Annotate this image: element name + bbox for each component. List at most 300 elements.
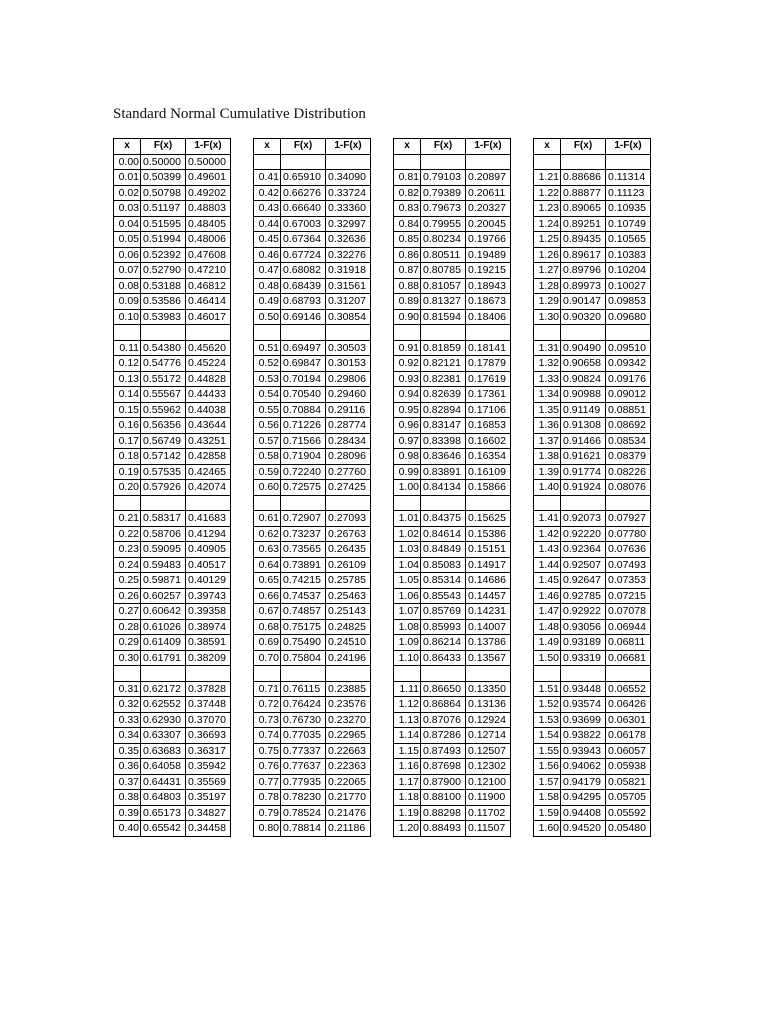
fx-cell: 0.88493 <box>421 821 466 837</box>
column-header-fx: F(x) <box>281 139 326 155</box>
one-minus-fx-cell: 0.11900 <box>466 790 511 806</box>
one-minus-fx-cell: 0.19766 <box>466 232 511 248</box>
fx-cell: 0.88100 <box>421 790 466 806</box>
fx-cell: 0.91924 <box>561 480 606 496</box>
column-gap <box>371 356 394 372</box>
fx-cell: 0.77337 <box>281 743 326 759</box>
column-gap <box>511 480 534 496</box>
one-minus-fx-cell: 0.07927 <box>606 511 651 527</box>
x-cell: 0.46 <box>254 247 281 263</box>
x-cell: 0.84 <box>394 216 421 232</box>
empty-cell <box>561 325 606 341</box>
one-minus-fx-cell: 0.10749 <box>606 216 651 232</box>
fx-cell: 0.73891 <box>281 557 326 573</box>
one-minus-fx-cell: 0.06552 <box>606 681 651 697</box>
x-cell: 1.45 <box>534 573 561 589</box>
fx-cell: 0.65910 <box>281 170 326 186</box>
column-gap <box>231 619 254 635</box>
fx-cell: 0.81859 <box>421 340 466 356</box>
column-gap <box>231 821 254 837</box>
fx-cell: 0.89435 <box>561 232 606 248</box>
one-minus-fx-cell: 0.09176 <box>606 371 651 387</box>
column-gap <box>511 232 534 248</box>
one-minus-fx-cell: 0.19215 <box>466 263 511 279</box>
column-gap <box>371 433 394 449</box>
one-minus-fx-cell: 0.10383 <box>606 247 651 263</box>
one-minus-fx-cell: 0.09680 <box>606 309 651 325</box>
one-minus-fx-cell: 0.37828 <box>186 681 231 697</box>
fx-cell: 0.94408 <box>561 805 606 821</box>
column-gap <box>231 433 254 449</box>
one-minus-fx-cell: 0.35197 <box>186 790 231 806</box>
fx-cell: 0.88877 <box>561 185 606 201</box>
x-cell: 1.17 <box>394 774 421 790</box>
column-gap <box>231 805 254 821</box>
table-row <box>114 511 651 527</box>
empty-cell <box>466 495 511 511</box>
x-cell: 0.57 <box>254 433 281 449</box>
x-cell: 1.21 <box>534 170 561 186</box>
one-minus-fx-cell: 0.31561 <box>326 278 371 294</box>
fx-cell: 0.94520 <box>561 821 606 837</box>
x-cell: 1.60 <box>534 821 561 837</box>
fx-cell: 0.53188 <box>141 278 186 294</box>
column-gap <box>511 728 534 744</box>
column-header-x: x <box>394 139 421 155</box>
column-header-1-fx: 1-F(x) <box>326 139 371 155</box>
one-minus-fx-cell: 0.14231 <box>466 604 511 620</box>
fx-cell: 0.78814 <box>281 821 326 837</box>
x-cell: 0.20 <box>114 480 141 496</box>
table-row <box>114 387 651 403</box>
fx-cell: 0.94295 <box>561 790 606 806</box>
column-header-x: x <box>534 139 561 155</box>
column-gap <box>511 433 534 449</box>
one-minus-fx-cell: 0.22363 <box>326 759 371 775</box>
one-minus-fx-cell: 0.06178 <box>606 728 651 744</box>
fx-cell: 0.54776 <box>141 356 186 372</box>
table-row <box>114 635 651 651</box>
column-gap <box>231 464 254 480</box>
x-cell: 1.42 <box>534 526 561 542</box>
column-gap <box>231 139 254 155</box>
column-gap <box>371 247 394 263</box>
table-row <box>114 356 651 372</box>
empty-cell <box>186 495 231 511</box>
fx-cell: 0.70194 <box>281 371 326 387</box>
column-gap <box>371 821 394 837</box>
x-cell: 1.23 <box>534 201 561 217</box>
fx-cell: 0.62172 <box>141 681 186 697</box>
empty-cell <box>326 495 371 511</box>
x-cell: 0.82 <box>394 185 421 201</box>
x-cell: 0.35 <box>114 743 141 759</box>
column-gap <box>231 232 254 248</box>
column-gap <box>231 216 254 232</box>
one-minus-fx-cell: 0.05938 <box>606 759 651 775</box>
x-cell: 0.77 <box>254 774 281 790</box>
x-cell: 0.99 <box>394 464 421 480</box>
fx-cell: 0.91621 <box>561 449 606 465</box>
x-cell: 0.01 <box>114 170 141 186</box>
x-cell: 0.76 <box>254 759 281 775</box>
one-minus-fx-cell: 0.43251 <box>186 433 231 449</box>
column-gap <box>371 542 394 558</box>
one-minus-fx-cell: 0.42074 <box>186 480 231 496</box>
x-cell: 0.58 <box>254 449 281 465</box>
column-gap <box>231 511 254 527</box>
fx-cell: 0.93448 <box>561 681 606 697</box>
fx-cell: 0.87286 <box>421 728 466 744</box>
one-minus-fx-cell: 0.14917 <box>466 557 511 573</box>
one-minus-fx-cell: 0.47608 <box>186 247 231 263</box>
one-minus-fx-cell: 0.15386 <box>466 526 511 542</box>
one-minus-fx-cell: 0.13136 <box>466 697 511 713</box>
x-cell: 0.92 <box>394 356 421 372</box>
fx-cell: 0.94062 <box>561 759 606 775</box>
empty-cell <box>421 325 466 341</box>
x-cell: 1.41 <box>534 511 561 527</box>
table-row <box>114 418 651 434</box>
one-minus-fx-cell: 0.48006 <box>186 232 231 248</box>
x-cell: 0.47 <box>254 263 281 279</box>
one-minus-fx-cell: 0.36317 <box>186 743 231 759</box>
one-minus-fx-cell: 0.44433 <box>186 387 231 403</box>
fx-cell: 0.67003 <box>281 216 326 232</box>
one-minus-fx-cell: 0.39743 <box>186 588 231 604</box>
fx-cell: 0.50798 <box>141 185 186 201</box>
x-cell: 0.22 <box>114 526 141 542</box>
empty-cell <box>606 154 651 170</box>
x-cell: 0.64 <box>254 557 281 573</box>
column-gap <box>231 325 254 341</box>
one-minus-fx-cell: 0.05705 <box>606 790 651 806</box>
fx-cell: 0.91149 <box>561 402 606 418</box>
fx-cell: 0.82381 <box>421 371 466 387</box>
x-cell: 1.59 <box>534 805 561 821</box>
one-minus-fx-cell: 0.16354 <box>466 449 511 465</box>
x-cell: 1.26 <box>534 247 561 263</box>
fx-cell: 0.86433 <box>421 650 466 666</box>
fx-cell: 0.92220 <box>561 526 606 542</box>
one-minus-fx-cell: 0.09510 <box>606 340 651 356</box>
column-gap <box>231 402 254 418</box>
fx-cell: 0.86650 <box>421 681 466 697</box>
column-gap <box>231 666 254 682</box>
one-minus-fx-cell: 0.05592 <box>606 805 651 821</box>
x-cell: 0.36 <box>114 759 141 775</box>
one-minus-fx-cell: 0.07078 <box>606 604 651 620</box>
one-minus-fx-cell: 0.06301 <box>606 712 651 728</box>
one-minus-fx-cell: 0.08226 <box>606 464 651 480</box>
one-minus-fx-cell: 0.41683 <box>186 511 231 527</box>
one-minus-fx-cell: 0.44828 <box>186 371 231 387</box>
fx-cell: 0.90658 <box>561 356 606 372</box>
one-minus-fx-cell: 0.17361 <box>466 387 511 403</box>
fx-cell: 0.77935 <box>281 774 326 790</box>
empty-cell <box>394 495 421 511</box>
fx-cell: 0.93699 <box>561 712 606 728</box>
fx-cell: 0.79103 <box>421 170 466 186</box>
fx-cell: 0.90320 <box>561 309 606 325</box>
x-cell: 0.93 <box>394 371 421 387</box>
column-header-1-fx: 1-F(x) <box>466 139 511 155</box>
x-cell: 0.63 <box>254 542 281 558</box>
fx-cell: 0.93056 <box>561 619 606 635</box>
column-gap <box>511 278 534 294</box>
one-minus-fx-cell: 0.12302 <box>466 759 511 775</box>
column-gap <box>371 650 394 666</box>
one-minus-fx-cell: 0.29460 <box>326 387 371 403</box>
one-minus-fx-cell: 0.14457 <box>466 588 511 604</box>
fx-cell: 0.79955 <box>421 216 466 232</box>
column-gap <box>511 309 534 325</box>
column-gap <box>371 743 394 759</box>
x-cell: 0.48 <box>254 278 281 294</box>
one-minus-fx-cell: 0.06944 <box>606 619 651 635</box>
one-minus-fx-cell: 0.31918 <box>326 263 371 279</box>
fx-cell: 0.73565 <box>281 542 326 558</box>
one-minus-fx-cell: 0.23885 <box>326 681 371 697</box>
x-cell: 0.29 <box>114 635 141 651</box>
one-minus-fx-cell: 0.08851 <box>606 402 651 418</box>
one-minus-fx-cell: 0.36693 <box>186 728 231 744</box>
column-gap <box>371 588 394 604</box>
x-cell: 0.41 <box>254 170 281 186</box>
one-minus-fx-cell: 0.24825 <box>326 619 371 635</box>
column-gap <box>231 542 254 558</box>
one-minus-fx-cell: 0.05821 <box>606 774 651 790</box>
column-gap <box>371 216 394 232</box>
x-cell: 0.49 <box>254 294 281 310</box>
table-row <box>114 557 651 573</box>
fx-cell: 0.87493 <box>421 743 466 759</box>
fx-cell: 0.70884 <box>281 402 326 418</box>
x-cell: 1.37 <box>534 433 561 449</box>
column-gap <box>511 325 534 341</box>
one-minus-fx-cell: 0.09012 <box>606 387 651 403</box>
column-gap <box>511 387 534 403</box>
one-minus-fx-cell: 0.21476 <box>326 805 371 821</box>
one-minus-fx-cell: 0.30854 <box>326 309 371 325</box>
column-gap <box>511 743 534 759</box>
one-minus-fx-cell: 0.20327 <box>466 201 511 217</box>
one-minus-fx-cell: 0.44038 <box>186 402 231 418</box>
one-minus-fx-cell: 0.37448 <box>186 697 231 713</box>
empty-cell <box>326 666 371 682</box>
table-row <box>114 154 651 170</box>
fx-cell: 0.58706 <box>141 526 186 542</box>
column-header-fx: F(x) <box>421 139 466 155</box>
fx-cell: 0.63683 <box>141 743 186 759</box>
column-gap <box>511 402 534 418</box>
empty-cell <box>561 495 606 511</box>
one-minus-fx-cell: 0.16109 <box>466 464 511 480</box>
table-row <box>114 681 651 697</box>
fx-cell: 0.73237 <box>281 526 326 542</box>
one-minus-fx-cell: 0.22663 <box>326 743 371 759</box>
fx-cell: 0.92364 <box>561 542 606 558</box>
fx-cell: 0.83398 <box>421 433 466 449</box>
fx-cell: 0.71904 <box>281 449 326 465</box>
fx-cell: 0.88298 <box>421 805 466 821</box>
x-cell: 1.02 <box>394 526 421 542</box>
one-minus-fx-cell: 0.23270 <box>326 712 371 728</box>
table-body <box>114 154 651 836</box>
fx-cell: 0.92922 <box>561 604 606 620</box>
x-cell: 1.57 <box>534 774 561 790</box>
one-minus-fx-cell: 0.10565 <box>606 232 651 248</box>
table-row <box>114 185 651 201</box>
fx-cell: 0.87698 <box>421 759 466 775</box>
fx-cell: 0.74215 <box>281 573 326 589</box>
fx-cell: 0.86214 <box>421 635 466 651</box>
one-minus-fx-cell: 0.21770 <box>326 790 371 806</box>
one-minus-fx-cell: 0.32997 <box>326 216 371 232</box>
column-gap <box>511 635 534 651</box>
one-minus-fx-cell: 0.48803 <box>186 201 231 217</box>
fx-cell: 0.85083 <box>421 557 466 573</box>
one-minus-fx-cell: 0.35569 <box>186 774 231 790</box>
fx-cell: 0.67364 <box>281 232 326 248</box>
column-gap <box>231 712 254 728</box>
column-gap <box>511 340 534 356</box>
one-minus-fx-cell: 0.05480 <box>606 821 651 837</box>
x-cell: 1.43 <box>534 542 561 558</box>
table-row <box>114 697 651 713</box>
x-cell: 1.09 <box>394 635 421 651</box>
x-cell: 0.28 <box>114 619 141 635</box>
one-minus-fx-cell: 0.26109 <box>326 557 371 573</box>
column-gap <box>511 573 534 589</box>
x-cell: 0.42 <box>254 185 281 201</box>
one-minus-fx-cell: 0.14007 <box>466 619 511 635</box>
x-cell: 0.79 <box>254 805 281 821</box>
column-gap <box>511 464 534 480</box>
fx-cell: 0.78230 <box>281 790 326 806</box>
x-cell: 1.22 <box>534 185 561 201</box>
column-gap <box>511 356 534 372</box>
column-gap <box>371 728 394 744</box>
fx-cell: 0.81594 <box>421 309 466 325</box>
column-gap <box>231 418 254 434</box>
fx-cell: 0.58317 <box>141 511 186 527</box>
table-row <box>114 247 651 263</box>
table-row <box>114 480 651 496</box>
fx-cell: 0.64058 <box>141 759 186 775</box>
fx-cell: 0.71226 <box>281 418 326 434</box>
one-minus-fx-cell: 0.32636 <box>326 232 371 248</box>
column-gap <box>371 139 394 155</box>
one-minus-fx-cell: 0.16853 <box>466 418 511 434</box>
column-gap <box>511 542 534 558</box>
column-gap <box>511 712 534 728</box>
one-minus-fx-cell: 0.41294 <box>186 526 231 542</box>
one-minus-fx-cell: 0.12507 <box>466 743 511 759</box>
column-gap <box>371 557 394 573</box>
column-header-1-fx: 1-F(x) <box>606 139 651 155</box>
one-minus-fx-cell: 0.16602 <box>466 433 511 449</box>
one-minus-fx-cell: 0.43644 <box>186 418 231 434</box>
column-gap <box>371 759 394 775</box>
one-minus-fx-cell: 0.33724 <box>326 185 371 201</box>
x-cell: 1.14 <box>394 728 421 744</box>
fx-cell: 0.60257 <box>141 588 186 604</box>
empty-cell <box>114 495 141 511</box>
column-gap <box>231 759 254 775</box>
fx-cell: 0.91774 <box>561 464 606 480</box>
empty-cell <box>606 495 651 511</box>
column-gap <box>231 185 254 201</box>
fx-cell: 0.61409 <box>141 635 186 651</box>
one-minus-fx-cell: 0.30503 <box>326 340 371 356</box>
one-minus-fx-cell: 0.15866 <box>466 480 511 496</box>
column-gap <box>371 495 394 511</box>
one-minus-fx-cell: 0.14686 <box>466 573 511 589</box>
fx-cell: 0.66276 <box>281 185 326 201</box>
x-cell: 0.02 <box>114 185 141 201</box>
column-gap <box>231 573 254 589</box>
table-row <box>114 542 651 558</box>
column-gap <box>511 495 534 511</box>
table-row <box>114 216 651 232</box>
x-cell: 1.46 <box>534 588 561 604</box>
fx-cell: 0.93319 <box>561 650 606 666</box>
column-gap <box>371 402 394 418</box>
one-minus-fx-cell: 0.17879 <box>466 356 511 372</box>
fx-cell: 0.76115 <box>281 681 326 697</box>
column-gap <box>231 604 254 620</box>
column-gap <box>371 201 394 217</box>
x-cell: 1.27 <box>534 263 561 279</box>
x-cell: 0.09 <box>114 294 141 310</box>
fx-cell: 0.92647 <box>561 573 606 589</box>
x-cell: 0.21 <box>114 511 141 527</box>
fx-cell: 0.59095 <box>141 542 186 558</box>
fx-cell: 0.89251 <box>561 216 606 232</box>
one-minus-fx-cell: 0.40517 <box>186 557 231 573</box>
one-minus-fx-cell: 0.34090 <box>326 170 371 186</box>
fx-cell: 0.83891 <box>421 464 466 480</box>
table-row <box>114 464 651 480</box>
one-minus-fx-cell: 0.11702 <box>466 805 511 821</box>
blank-separator-row <box>114 666 651 682</box>
one-minus-fx-cell: 0.35942 <box>186 759 231 775</box>
column-gap <box>231 449 254 465</box>
fx-cell: 0.69497 <box>281 340 326 356</box>
empty-cell <box>534 666 561 682</box>
fx-cell: 0.65542 <box>141 821 186 837</box>
x-cell: 1.11 <box>394 681 421 697</box>
one-minus-fx-cell: 0.13786 <box>466 635 511 651</box>
one-minus-fx-cell: 0.40905 <box>186 542 231 558</box>
x-cell: 0.39 <box>114 805 141 821</box>
column-gap <box>231 774 254 790</box>
x-cell: 1.36 <box>534 418 561 434</box>
column-gap <box>231 201 254 217</box>
one-minus-fx-cell: 0.32276 <box>326 247 371 263</box>
one-minus-fx-cell: 0.07493 <box>606 557 651 573</box>
one-minus-fx-cell: 0.34458 <box>186 821 231 837</box>
fx-cell: 0.68439 <box>281 278 326 294</box>
one-minus-fx-cell: 0.06811 <box>606 635 651 651</box>
x-cell: 1.51 <box>534 681 561 697</box>
fx-cell: 0.64803 <box>141 790 186 806</box>
column-gap <box>511 588 534 604</box>
fx-cell: 0.82894 <box>421 402 466 418</box>
fx-cell: 0.87900 <box>421 774 466 790</box>
fx-cell: 0.63307 <box>141 728 186 744</box>
